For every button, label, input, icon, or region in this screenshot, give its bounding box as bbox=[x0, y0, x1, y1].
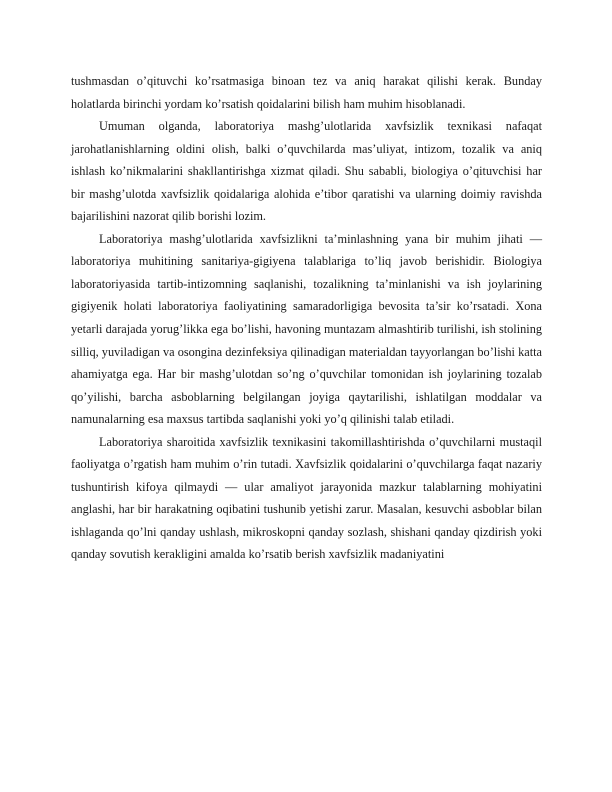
paragraph-safety-summary: Umuman olganda, laboratoriya mashg’ulotlarida xavfsizlik texnikasi nafaqat jarohatlanishlarning oldini olish, balki o’quvchilarda mas’uliyat, intizom, tozalik va aniq ishlash ko’nikmalarini shakllantirishga xizmat qiladi. Shu sababli, biologiya o’qituvchisi har bir mashg’ulotda xavfsizlik qoidalariga alohida e’tibor qaratishi va ularning doimiy ravishda bajarilishini nazorat qilib borishi lozim. bbox=[71, 119, 542, 224]
paragraph-sanitary-requirements: Laboratoriya mashg’ulotlarida xavfsizlikni ta’minlashning yana bir muhim jihati — laboratoriya muhitining sanitariya-gigiyena talablariga to’liq javob berishidir. Biologiya laboratoriyasida tartib-intizomning saqlanishi, tozalikning ta’minlanishi va ish joylarining gigiyenik holati laboratoriya faoliyatining samaradorligiga bevosita ta’sir ko’rsatadi. Xona yetarli darajada yorug’likka ega bo’lishi, havoning muntazam almashtirib turilishi, ish stolining silliq, yuviladigan va osongina dezinfeksiya qilinadigan materialdan tayyorlangan bo’lishi katta ahamiyatga ega. Har bir mashg’ulotdan so’ng o’quvchilar tomonidan ish joylarining tozalab qo’yilishi, barcha asboblarning belgilangan joyiga qaytarilishi, ishlatilgan moddalar va namunalarning esa maxsus tartibda saqlanishi yoki yo’q qilinishi talab etiladi. bbox=[71, 231, 542, 427]
paragraph-continuation: tushmasdan o’qituvchi ko’rsatmasiga binoan tez va aniq harakat qilishi kerak. Bunday holatlarda birinchi yordam ko’rsatish qoidalarini bilish ham muhim hisoblanadi. bbox=[71, 74, 542, 111]
document-page bbox=[71, 70, 542, 566]
paragraph-independent-practice: Laboratoriya sharoitida xavfsizlik texnikasini takomillashtirishda o’quvchilarni mustaqil faoliyatga o’rgatish ham muhim o’rin tutadi. Xavfsizlik qoidalarini o’quvchilarga faqat nazariy tushuntirish kifoya qilmaydi — ular amaliyot jarayonida mazkur talablarning mohiyatini anglashi, har bir harakatning oqibatini tushunib yetishi zarur. Masalan, kesuvchi asboblar bilan ishlaganda qo’lni qanday ushlash, mikroskopni qanday sozlash, shishani qanday qizdirish yoki qanday sovutish kerakligini amalda ko’rsatib berish xavfsizlik madaniyatini bbox=[71, 434, 542, 562]
